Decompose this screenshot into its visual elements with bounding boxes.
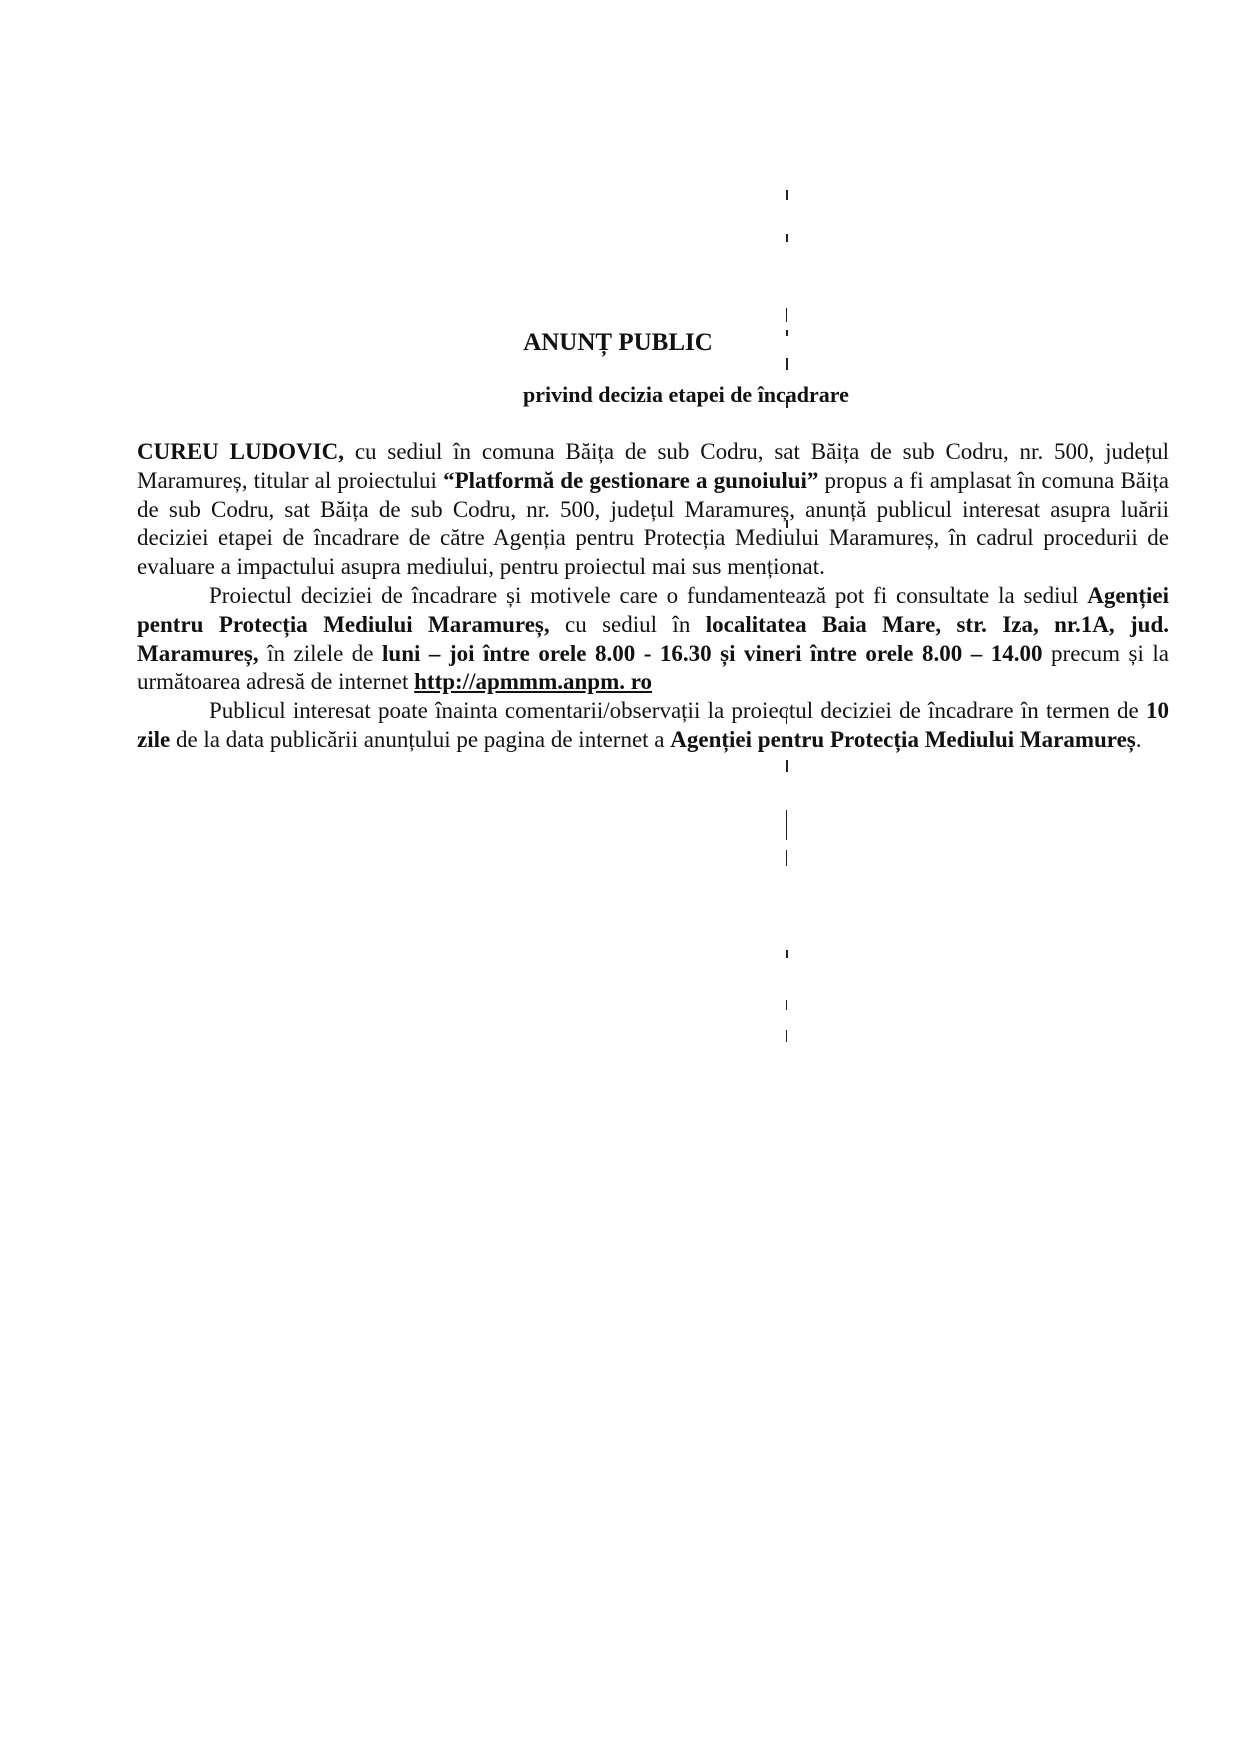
announcement-body: [137, 438, 1169, 755]
agency-name-2: Agenției pentru Protecția Mediului Maramureș: [670, 726, 1136, 752]
announcement-title: ANUNȚ PUBLIC: [523, 329, 713, 356]
paragraph-2-text-b: cu sediul în: [549, 611, 706, 637]
comment-period: 10 zile: [137, 698, 1169, 752]
paragraph-2-text-d: precum și la următoarea adresă de internet: [137, 640, 1169, 695]
paragraph-2: [137, 582, 1169, 697]
project-name: “Platformă de gestionare a gunoiului”: [443, 467, 819, 493]
agency-address: localitatea Baia Mare, str. Iza, nr.1A, jud. Maramureș,: [137, 611, 1169, 666]
paragraph-3-text-a: Publicul interesat poate înainta comentarii/observații la proiectul deciziei de încadrare în termen de: [209, 698, 1146, 724]
paragraph-2-text-c: în zilele de: [258, 640, 383, 666]
paragraph-3: [137, 697, 1169, 755]
applicant-name: CUREU LUDOVIC,: [137, 439, 344, 464]
paragraph-1-text-a: cu sediul în comuna Băița de sub Codru, sat Băița de sub Codru, nr. 500, județul Maramureș, titular al proiectului: [137, 439, 1169, 493]
paragraph-2-text-a: Proiectul deciziei de încadrare și motivele care o fundamentează pot fi consultate la sediul: [209, 582, 1088, 608]
paragraph-1: [137, 438, 1169, 582]
office-schedule: luni – joi între orele 8.00 - 16.30 și vineri între orele 8.00 – 14.00: [382, 640, 1043, 666]
paragraph-1-text-b: propus a fi amplasat în comuna Băița de sub Codru, sat Băița de sub Codru, nr. 500, județul Maramureș, anunță publicul interesat asupra luării deciziei etapei de încadrare de către Agenția pentru Protecția Mediului Maramureș, în cadrul procedurii de evaluare a impactului asupra mediului, pentru proiectul mai sus menționat.: [137, 467, 1169, 580]
paragraph-3-text-b: de la data publicării anunțului pe pagina de internet a: [170, 726, 671, 752]
agency-name: Agenției pentru Protecția Mediului Maramureș,: [137, 582, 1169, 637]
announcement-subtitle: privind decizia etapei de încadrare: [523, 382, 849, 407]
paragraph-3-text-c: .: [1135, 726, 1142, 752]
agency-website-link[interactable]: http://apmmm.anpm. ro: [414, 669, 653, 695]
